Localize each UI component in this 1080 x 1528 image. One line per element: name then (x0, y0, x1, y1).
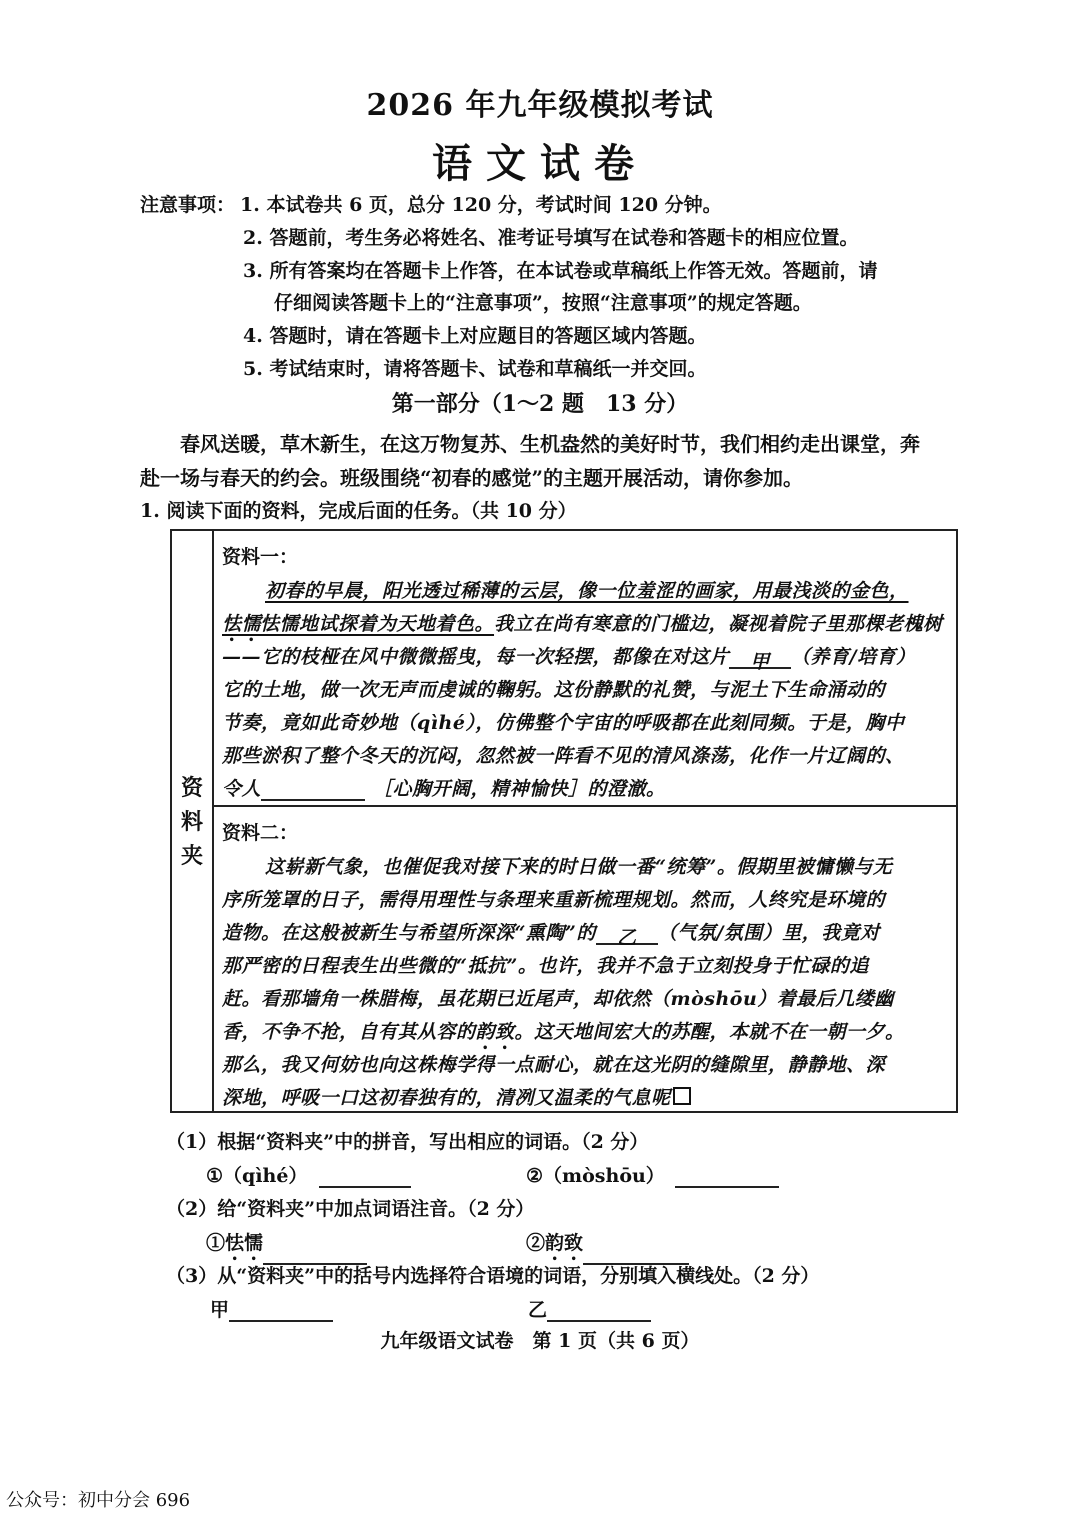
paper-title: 语文试卷 (432, 140, 648, 187)
material-1-line-7b: ［心胸开阔，精神愉快］的澄澈。 (373, 778, 666, 800)
material-1-line-7a: 令人 (222, 778, 262, 800)
subquestion-3-b-label: 乙 (528, 1299, 548, 1321)
side-char-1: 资 (180, 775, 203, 801)
material-1-line-6: 那些淤积了整个冬天的沉闷，忽然被一阵看不见的清风涤荡，化作一片辽阔的、 (222, 745, 905, 767)
material-2-line-1: 这崭新气象，也催促我对接下来的时日做一番“统筹”。假期里被慵懒与无 (265, 856, 893, 878)
subquestion-2-b-word: 韵致 (545, 1232, 584, 1254)
folder-divider-vertical (212, 531, 214, 1111)
subquestion-1: （1）根据“资料夹”中的拼音，写出相应的词语。（2 分） (166, 1131, 649, 1153)
side-char-3: 夹 (180, 843, 203, 869)
credit-watermark: 公众号：初中分会 696 (6, 1490, 191, 1511)
material-2-line-2: 序所笼罩的日子，需得用理性与条理来重新梳理规划。然而，人终究是环境的 (222, 889, 886, 911)
answer-blank-qihe[interactable] (319, 1164, 411, 1188)
subquestion-1-b-label: ②（mòshōu） (526, 1165, 665, 1187)
exam-title: 2026 年九年级模拟考试 (366, 88, 714, 123)
material-1-line-2b: 我立在尚有寒意的门槛边，凝视着院子里那棵老槐树 (494, 613, 943, 635)
material-2-line-6b: 。这天地间宏大的苏醒，本就不在一朝一夕。 (514, 1021, 905, 1043)
subquestion-1-b (526, 1161, 779, 1188)
subquestion-2-a-num: ① (206, 1232, 226, 1254)
folder-side-label (172, 771, 212, 873)
subquestion-3-b (528, 1295, 651, 1322)
subquestion-2-a (206, 1228, 367, 1265)
folder-divider-horizontal (212, 805, 956, 807)
question-1-stem: 1. 阅读下面的资料，完成后面的任务。（共 10 分） (140, 500, 577, 522)
subquestion-1-a-label: ①（qìhé） (206, 1165, 308, 1187)
material-2-line-3b: （气氛/氛围）里，我竟对 (657, 922, 880, 944)
intro-line-1: 春风送暖，草木新生，在这万物复苏、生机盎然的美好时节，我们相约走出课堂，奔 (180, 432, 920, 456)
material-1-line-2 (222, 609, 943, 646)
answer-blank-moshou[interactable] (675, 1164, 779, 1188)
subquestion-2-a-word: 怯懦 (225, 1232, 264, 1254)
side-char-2: 料 (180, 809, 203, 835)
material-1-line-3a: ——它的枝桠在风中微微摇曳，每一次轻摆，都像在对这片 (222, 646, 730, 668)
notice-item-1: 1. 本试卷共 6 页，总分 120 分，考试时间 120 分钟。 (240, 194, 722, 216)
material-2-line-3a: 造物。在这般被新生与希望所深深“熏陶”的 (222, 922, 596, 944)
dotted-word-yunzhi: 韵致 (475, 1021, 515, 1043)
material-1-line-3b: （养育/培育） (791, 646, 916, 668)
material-1-line-7 (222, 774, 666, 801)
subquestion-3-a-label: 甲 (210, 1299, 230, 1321)
blank-yi-label: 乙 (617, 927, 637, 949)
material-2-line-6 (222, 1017, 905, 1054)
subquestion-3: （3）从“资料夹”中的括号内选择符合语境的词语，分别填入横线处。（2 分） (166, 1265, 820, 1287)
notice-item-5: 5. 考试结束时，请将答题卡、试卷和草稿纸一并交回。 (243, 358, 707, 380)
blank-jia (729, 647, 791, 673)
notice-item-4: 4. 答题时，请在答题卡上对应题目的答题区域内答题。 (243, 325, 707, 347)
material-1-line-1: 初春的早晨，阳光透过稀薄的云层，像一位羞涩的画家，用最浅淡的金色， (265, 580, 909, 602)
material-2-line-4: 那严密的日程表生出些微的“抵抗”。也许，我并不急于立刻投身于忙碌的追 (222, 955, 869, 977)
notice-item-3: 3. 所有答案均在答题卡上作答，在本试卷或草稿纸上作答无效。答题前，请 (243, 260, 878, 282)
subquestion-1-a (206, 1161, 411, 1188)
underlined-phrase-rest: 怯懦地试探着为天地着色。 (260, 613, 495, 635)
subquestion-2-b-num: ② (526, 1232, 546, 1254)
material-2-title: 资料二： (222, 822, 299, 844)
material-1-title: 资料一： (222, 546, 299, 568)
underlined-phrase (222, 613, 261, 635)
notice-item-3-cont: 仔细阅读答题卡上的“注意事项”，按照“注意事项”的规定答题。 (274, 292, 812, 314)
subquestion-3-a (210, 1295, 333, 1322)
material-2-line-7: 那么，我又何妨也向这株梅学得一点耐心，就在这光阴的缝隙里，静静地、深 (222, 1054, 886, 1076)
answer-blank-jia[interactable] (229, 1298, 333, 1322)
material-2-line-5: 赶。看那墙角一株腊梅，虽花期已近尾声，却依然（mòshōu）着最后几缕幽 (222, 988, 894, 1010)
material-2-line-8 (222, 1083, 691, 1110)
page-footer: 九年级语文试卷 第 1 页（共 6 页） (380, 1330, 700, 1352)
material-1-line-3 (222, 642, 916, 673)
blank-linren (261, 779, 365, 801)
subquestion-2-b (526, 1228, 689, 1265)
material-1-line-4: 它的土地，做一次无声而虔诚的鞠躬。这份静默的礼赞，与泥土下生命涌动的 (222, 679, 886, 701)
answer-blank-yi[interactable] (547, 1298, 651, 1322)
blank-jia-label: 甲 (750, 651, 770, 673)
material-2-line-8-text: 深地，呼吸一口这初春独有的，清冽又温柔的气息呢 (222, 1087, 671, 1109)
blank-yi (596, 923, 658, 949)
material-2-line-3 (222, 918, 880, 949)
material-2-line-6a: 香，不争不抢，自有其从容的 (222, 1021, 476, 1043)
subquestion-2: （2）给“资料夹”中加点词语注音。（2 分） (166, 1198, 535, 1220)
material-1-line-5: 节奏，竟如此奇妙地（qìhé），仿佛整个宇宙的呼吸都在此刻同频。于是，胸中 (222, 712, 905, 734)
dotted-word-qienuo: 怯懦 (222, 613, 262, 635)
intro-line-2: 赴一场与春天的约会。班级围绕“初春的感觉”的主题开展活动，请你参加。 (140, 466, 804, 490)
section-title: 第一部分（1～2 题 13 分） (391, 391, 689, 417)
notice-item-2: 2. 答题前，考生务必将姓名、准考证号填写在试卷和答题卡的相应位置。 (243, 227, 859, 249)
notice-label: 注意事项： (140, 194, 236, 216)
box-glyph-icon (673, 1087, 691, 1105)
